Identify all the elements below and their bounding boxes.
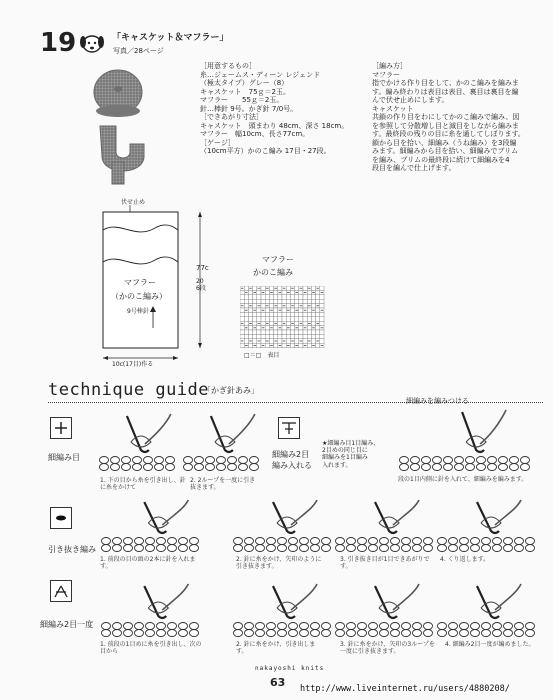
slip-stitch-symbol-box — [50, 507, 72, 529]
crochet-illustration — [98, 412, 176, 472]
chart-cell — [269, 317, 273, 321]
chart-cell — [244, 334, 248, 338]
plus-symbol-box — [50, 417, 72, 439]
chart-cell — [286, 330, 290, 334]
technique-name: 細編み2目 — [272, 450, 310, 459]
chart-cell — [261, 312, 265, 316]
chart-cell — [320, 339, 324, 343]
chart-cell — [248, 299, 252, 303]
page-number: 63 — [270, 676, 286, 689]
method-line: マフラー — [372, 70, 400, 79]
chart-cell — [265, 334, 269, 338]
chart-cell — [299, 330, 303, 334]
chart-cell — [257, 317, 261, 321]
dot-icon — [51, 508, 71, 528]
chart-cell — [261, 299, 265, 303]
chart-cell — [265, 295, 269, 299]
chart-cell — [248, 312, 252, 316]
chart-cell — [269, 304, 273, 308]
chart-cell — [290, 290, 294, 294]
chart-cell — [290, 295, 294, 299]
chart-cell — [261, 286, 265, 290]
chart-cell — [307, 308, 311, 312]
chart-cell — [303, 312, 307, 316]
chart-cell — [316, 343, 320, 347]
chart-cell — [253, 339, 257, 343]
chart-cell — [274, 343, 278, 347]
chart-cell — [274, 312, 278, 316]
chart-cell — [244, 304, 248, 308]
chart-cell — [244, 312, 248, 316]
technique-name: 細編み2目一度 — [40, 620, 94, 629]
chart-cell — [278, 339, 282, 343]
chart-cell — [299, 290, 303, 294]
chart-cell — [265, 326, 269, 330]
chart-cell — [299, 334, 303, 338]
chart-cell — [303, 286, 307, 290]
step-caption: 2. 針に糸をかけ、矢印のように引き抜きます。 — [236, 556, 322, 570]
chart-cell — [244, 299, 248, 303]
chart-cell — [278, 334, 282, 338]
chart-title-2: かのこ編み — [253, 268, 293, 277]
method-block — [372, 62, 547, 173]
chart-cell — [253, 312, 257, 316]
chart-cell — [240, 290, 244, 294]
chart-cell — [257, 290, 261, 294]
chart-cell — [295, 299, 299, 303]
scarf-photo — [90, 122, 154, 186]
chart-cell — [303, 339, 307, 343]
materials-line: 針…棒針 9号。かぎ針 7/0号。 — [200, 104, 298, 113]
crochet-illustration — [436, 582, 536, 638]
technique-name: 引き抜き編み — [48, 545, 96, 554]
chart-cell — [244, 321, 248, 325]
chart-cell — [278, 317, 282, 321]
stitch-label: （かのこ編み） — [111, 292, 167, 301]
method-line: キャスケット — [372, 104, 414, 113]
chart-cell — [316, 295, 320, 299]
chart-cell — [286, 295, 290, 299]
chart-cell — [269, 286, 273, 290]
chart-cell — [320, 312, 324, 316]
step-caption: 2. 2ループを一度に引き抜きます。 — [190, 477, 256, 491]
chart-cell — [299, 326, 303, 330]
technique-heading: technique guide — [48, 380, 210, 400]
technique-subheading: 「かぎ針あみ」 — [203, 386, 259, 395]
chart-cell — [278, 312, 282, 316]
photo-reference: 写真／28ページ — [113, 47, 164, 55]
chart-cell — [286, 286, 290, 290]
chart-cell — [244, 295, 248, 299]
crochet-illustration — [182, 412, 260, 472]
materials-line: キャスケット 頭まわり 48cm、深さ 18cm。 — [200, 121, 349, 130]
two-in-one-note — [322, 440, 380, 469]
plus-icon — [51, 418, 71, 438]
chart-cell — [248, 308, 252, 312]
chart-cell — [248, 295, 252, 299]
chart-cell — [316, 334, 320, 338]
chart-cell — [248, 343, 252, 347]
chart-cell — [265, 330, 269, 334]
step-caption: 1. 下の目から糸を引き出し、針に糸をかけて — [100, 477, 186, 491]
two-together-symbol-box — [50, 580, 72, 602]
materials-line: 糸…ジェームス・ディーン レジェンド — [200, 70, 321, 79]
chart-cell — [240, 334, 244, 338]
chart-cell — [282, 334, 286, 338]
chart-cell — [303, 321, 307, 325]
chart-cell — [303, 334, 307, 338]
chart-cell — [316, 290, 320, 294]
pattern-title: 「キャスケット＆マフラー」 — [112, 33, 229, 43]
method-line: 鎖から目を拾い、細編み（うね編み）を3段編 — [372, 138, 517, 147]
chart-cell — [290, 343, 294, 347]
chart-cell — [295, 295, 299, 299]
chart-cell — [320, 295, 324, 299]
chart-cell — [265, 299, 269, 303]
chart-cell — [240, 295, 244, 299]
bind-off-label: 伏せ止め — [121, 199, 146, 206]
chart-cell — [257, 299, 261, 303]
chart-cell — [274, 290, 278, 294]
chart-cell — [295, 304, 299, 308]
note-line: 入れます。 — [322, 461, 352, 469]
chart-cell — [265, 308, 269, 312]
chart-cell — [286, 299, 290, 303]
chart-cell — [253, 334, 257, 338]
chart-cell — [274, 308, 278, 312]
chart-cell — [290, 326, 294, 330]
chart-cell — [311, 304, 315, 308]
chart-cell — [265, 317, 269, 321]
chart-cell — [307, 330, 311, 334]
scarf-label: マフラー — [124, 278, 156, 287]
chart-cell — [282, 312, 286, 316]
chart-cell — [316, 330, 320, 334]
chart-cell — [295, 321, 299, 325]
chart-cell — [307, 312, 311, 316]
crochet-illustration — [100, 498, 206, 553]
chart-cell — [257, 312, 261, 316]
crochet-illustration — [436, 498, 536, 553]
two-in-one-icon — [279, 418, 299, 438]
dc-two-symbol-box — [278, 417, 300, 439]
chart-cell — [253, 330, 257, 334]
chart-cell — [274, 334, 278, 338]
chart-cell — [269, 312, 273, 316]
stitch-chart — [240, 286, 326, 350]
chart-cell — [257, 295, 261, 299]
chart-cell — [269, 334, 273, 338]
materials-block — [200, 62, 375, 156]
chart-cell — [295, 330, 299, 334]
chart-cell — [282, 330, 286, 334]
method-line: す。編み終わりは表目は表目、裏目は裏目を編 — [372, 87, 519, 96]
chart-cell — [274, 326, 278, 330]
chart-cell — [274, 299, 278, 303]
chart-cell — [311, 312, 315, 316]
chart-cell — [307, 299, 311, 303]
method-line: を編み、ブリムの最終段に続けて細編みを4 — [372, 155, 510, 164]
chart-cell — [257, 334, 261, 338]
chart-cell — [261, 304, 265, 308]
chart-cell — [253, 304, 257, 308]
step-caption: 2. 針に糸をかけ、引き出します。 — [236, 641, 316, 655]
crochet-illustration — [398, 408, 540, 472]
chart-cell — [286, 321, 290, 325]
step-caption: 3. 引き抜き目が1目できあがりです。 — [340, 556, 430, 570]
chart-cell — [320, 334, 324, 338]
chart-cell — [257, 330, 261, 334]
chart-cell — [316, 299, 320, 303]
needle-label: 9号棒針 — [127, 308, 149, 315]
chart-cell — [269, 339, 273, 343]
chart-cell — [244, 339, 248, 343]
chart-cell — [286, 339, 290, 343]
crochet-illustration — [100, 582, 206, 638]
method-line: 共鎖の作り目をわにしてかのこ編みで編み、図 — [372, 113, 520, 121]
chart-cell — [311, 317, 315, 321]
length-label: 77c — [196, 264, 209, 272]
chart-cell — [240, 308, 244, 312]
chart-cell — [320, 317, 324, 321]
chart-title-1: マフラー — [262, 255, 294, 264]
method-line: す。最終段の残りの目に糸を通してしぼります。 — [372, 130, 525, 138]
chart-cell — [295, 334, 299, 338]
chart-cell — [316, 312, 320, 316]
chart-cell — [295, 286, 299, 290]
chart-cell — [295, 317, 299, 321]
chart-cell — [303, 317, 307, 321]
chart-cell — [295, 339, 299, 343]
chart-cell — [265, 290, 269, 294]
chart-cell — [290, 312, 294, 316]
note-line: ★細編み目1目編み、 — [322, 440, 380, 447]
note-line: 細編みを1目編み — [322, 454, 368, 462]
chart-cell — [269, 321, 273, 325]
chart-cell — [244, 286, 248, 290]
materials-line: （極太タイプ）グレー（8） — [200, 79, 289, 87]
chart-cell — [261, 334, 265, 338]
chart-cell — [303, 299, 307, 303]
chart-cell — [253, 317, 257, 321]
technique-name: 編み入れる — [272, 461, 312, 470]
chart-cell — [261, 295, 265, 299]
chart-cell — [286, 304, 290, 308]
step-caption: 4. 細編み2目一度が編めました。 — [445, 641, 535, 648]
step-caption: 1. 前段の目の頭の2本に針を入れます。 — [100, 556, 196, 570]
method-line: 指でかける作り目をして、かのこ編みを編みま — [372, 79, 519, 87]
materials-line: ［用意するもの］ — [200, 62, 256, 70]
chart-cell — [278, 304, 282, 308]
chart-cell — [278, 286, 282, 290]
puppy-icon — [78, 30, 106, 56]
chart-cell — [253, 321, 257, 325]
chart-cell — [253, 295, 257, 299]
width-label: 10c(17目)作る — [112, 361, 154, 368]
chart-cell — [299, 317, 303, 321]
chart-cell — [261, 321, 265, 325]
chart-cell — [311, 299, 315, 303]
chart-cell — [282, 290, 286, 294]
materials-line: マフラー 幅10cm、長さ77cm。 — [200, 130, 310, 138]
method-line: を参照して分散増し目と減目をしながら編みま — [372, 121, 519, 130]
crochet-illustration — [334, 498, 434, 553]
chart-cell — [248, 330, 252, 334]
chart-cell — [282, 343, 286, 347]
chart-cell — [248, 317, 252, 321]
chart-cell — [261, 339, 265, 343]
chart-legend: □＝□ 表目 — [244, 352, 280, 359]
crochet-illustration — [334, 582, 434, 638]
chart-cell — [303, 304, 307, 308]
chart-cell — [311, 286, 315, 290]
chart-cell — [290, 308, 294, 312]
chart-cell — [307, 334, 311, 338]
chart-cell — [303, 295, 307, 299]
chart-cell — [278, 321, 282, 325]
chart-cell — [290, 334, 294, 338]
chart-cell — [320, 330, 324, 334]
chart-cell — [282, 326, 286, 330]
chart-cell — [253, 299, 257, 303]
chart-cell — [278, 299, 282, 303]
materials-line: ［ゲージ］ — [200, 138, 235, 147]
step-caption: 4. くり返します。 — [440, 556, 490, 563]
chart-cell — [240, 312, 244, 316]
chart-cell — [248, 326, 252, 330]
chart-cell — [240, 326, 244, 330]
chart-cell — [311, 330, 315, 334]
chart-cell — [278, 295, 282, 299]
materials-line: ［できあがり寸法］ — [200, 113, 263, 121]
method-line: 段目を編んで仕上げます。 — [372, 164, 456, 172]
publisher-name: nakayoshi knits — [255, 665, 325, 672]
chart-cell — [278, 330, 282, 334]
chart-cell — [299, 308, 303, 312]
crochet-illustration — [232, 498, 332, 553]
chart-cell — [290, 330, 294, 334]
chart-cell — [286, 312, 290, 316]
chart-cell — [320, 321, 324, 325]
chart-cell — [299, 299, 303, 303]
chart-cell — [261, 330, 265, 334]
materials-line: （10cm平方）かのこ編み 17目・27段。 — [200, 147, 331, 155]
chart-cell — [316, 326, 320, 330]
chart-cell — [269, 330, 273, 334]
chart-cell — [265, 312, 269, 316]
chart-cell — [307, 326, 311, 330]
chart-cell — [248, 290, 252, 294]
chart-cell — [307, 290, 311, 294]
chart-cell — [320, 286, 324, 290]
chart-cell — [286, 317, 290, 321]
chart-cell — [311, 295, 315, 299]
chart-cell — [311, 339, 315, 343]
chart-cell — [261, 317, 265, 321]
note-line: 2目めの同じ目に — [322, 447, 368, 455]
chart-cell — [265, 343, 269, 347]
materials-line: キャスケット 75ｇ＝2玉。 — [200, 87, 291, 96]
chart-cell — [307, 317, 311, 321]
chart-cell — [253, 286, 257, 290]
extra-title: 細編みを編みつける — [406, 397, 469, 405]
chart-cell — [257, 308, 261, 312]
chart-cell — [274, 295, 278, 299]
chart-cell — [282, 308, 286, 312]
sc2tog-icon — [51, 581, 71, 601]
chart-cell — [299, 295, 303, 299]
chart-cell — [257, 326, 261, 330]
rows-label: 206段 — [196, 278, 206, 293]
chart-cell — [290, 317, 294, 321]
chart-cell — [274, 317, 278, 321]
chart-cell — [282, 317, 286, 321]
chart-cell — [316, 317, 320, 321]
method-line: ［編み方］ — [372, 62, 407, 70]
chart-cell — [282, 295, 286, 299]
chart-cell — [240, 330, 244, 334]
step-caption: 3. 針に糸をかけ、矢印の3ループを一度に引き抜きます。 — [340, 641, 435, 655]
chart-cell — [295, 312, 299, 316]
chart-cell — [240, 317, 244, 321]
chart-cell — [299, 312, 303, 316]
materials-line: マフラー 55ｇ＝2玉。 — [200, 96, 284, 104]
method-line: みます。細編みから目を拾い、細編みでブリム — [372, 147, 519, 155]
casquette-photo — [82, 65, 154, 120]
chart-cell — [248, 334, 252, 338]
chart-cell — [240, 343, 244, 347]
chart-cell — [286, 334, 290, 338]
chart-cell — [244, 330, 248, 334]
chart-cell — [240, 299, 244, 303]
extra-step: 段の1目内側に針を入れて、細編みを編みます。 — [398, 476, 528, 483]
chart-cell — [307, 343, 311, 347]
chart-cell — [311, 321, 315, 325]
chart-cell — [320, 304, 324, 308]
source-url: http://www.liveinternet.ru/users/4880208/ — [300, 684, 510, 694]
chart-cell — [307, 295, 311, 299]
chart-cell — [244, 317, 248, 321]
crochet-illustration — [232, 582, 332, 638]
chart-cell — [269, 295, 273, 299]
chart-cell — [311, 334, 315, 338]
method-line: んで伏せ止めにします。 — [372, 96, 449, 104]
chart-cell — [269, 299, 273, 303]
chart-cell — [320, 299, 324, 303]
chart-cell — [282, 299, 286, 303]
chart-cell — [316, 308, 320, 312]
chart-cell — [299, 343, 303, 347]
chart-cell — [274, 330, 278, 334]
chart-cell — [303, 330, 307, 334]
chart-cell — [257, 343, 261, 347]
step-caption: 1. 前段の1目めに糸を引き出し、次の目から — [100, 641, 202, 655]
technique-name: 細編み目 — [48, 453, 80, 462]
pattern-number: 19 — [40, 28, 77, 58]
chart-cell — [290, 299, 294, 303]
